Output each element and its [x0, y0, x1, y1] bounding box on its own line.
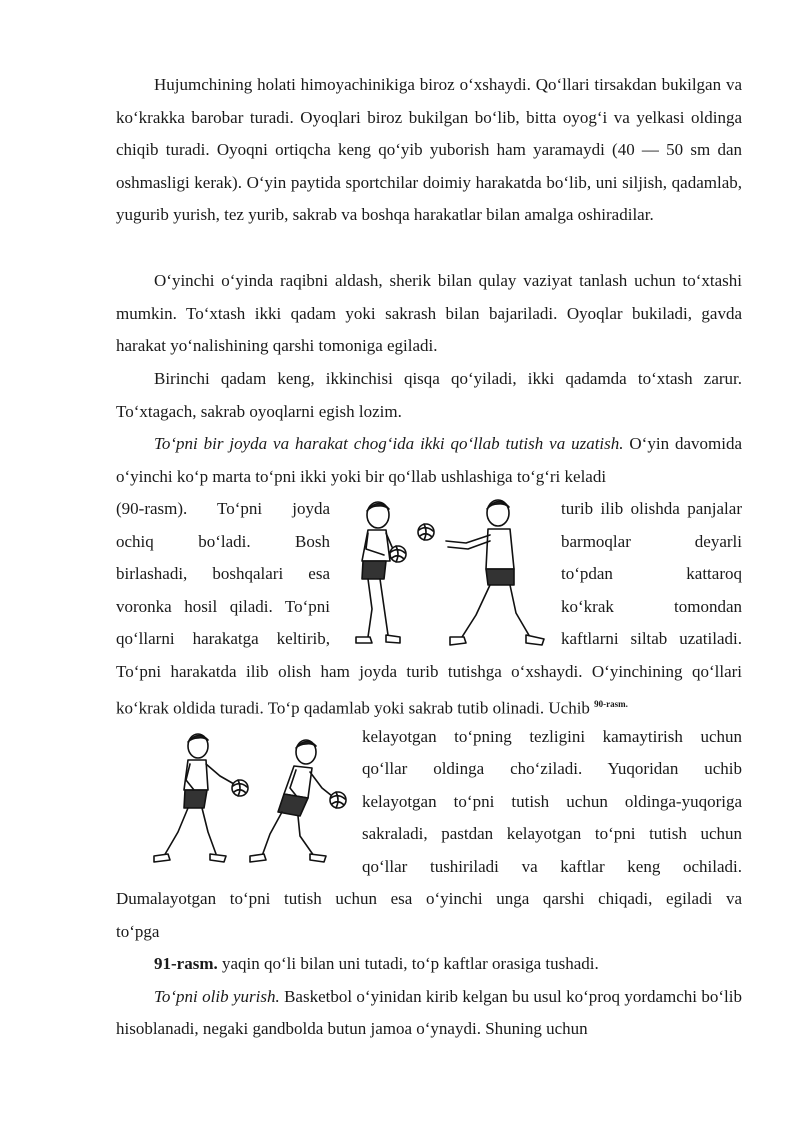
paragraph-4-title: To‘pni bir joyda va harakat chog‘ida ikki qo‘llab tutish va uzatish. [154, 434, 624, 453]
wrap91-right-line-5: qo‘llar tushiriladi va kaftlar keng ochiladi. [362, 856, 742, 876]
wrap90-right-line-2: barmoqlar deyarli [561, 531, 742, 551]
wrap90-right-line-1: turib ilib olishda panjalar [561, 499, 742, 518]
paragraph-2: O‘yinchi o‘yinda raqibni aldash, sherik bilan qulay vaziyat tanlash uchun to‘xtashi mumkin. To‘xtash ikki qadam yoki sakrash bilan bajariladi. Oyoqlar bukiladi, gavda harakat yo‘nalishining qarshi tomoniga egiladi. [116, 271, 742, 355]
wrap90-left-line-1: (90-rasm). To‘pni joyda [116, 499, 330, 518]
wrap90-right-line-4: ko‘krak tomondan [561, 596, 742, 616]
wrap90-left-line-3: birlashadi, boshqalari esa [116, 564, 330, 583]
paragraph-5-title: To‘pni olib yurish. [154, 986, 280, 1006]
wrap90-full-line-2: ko‘krak oldida turadi. To‘p qadamlab yoki sakrab tutib olinadi. Uchib $^{90-rasm.}$ [116, 698, 628, 718]
wrap91-full-line-1: Dumalayotgan to‘pni tutish uchun esa o‘yinchi unga qarshi chiqadi, egiladi va [116, 889, 742, 908]
figure-91 [150, 732, 350, 866]
wrap90-right-line-5: kaftlarni siltab uzatiladi. [561, 629, 742, 648]
paragraph-1: Hujumchining holati himoyachinikiga biroz o‘xshaydi. Qo‘llari tirsakdan bukilgan va ko‘krakka barobar turadi. Oyoqlari biroz bukilgan bo‘lib, bitta oyog‘i va yelkasi oldinga chiqib turadi. Oyoqni ortiqcha keng qo‘yib yuborish ham yaramaydi (40 — 50 sm dan oshmasligi kerak). O‘yin paytida sportchilar doimiy harakatda bo‘lib, uni siljish, qadamlab, yugurib yurish, tez yurib, sakrab va boshqa harakatlar bilan amalga oshiradilar. [116, 75, 742, 224]
wrap91-full-line-2: to‘pga [116, 921, 160, 941]
figure-91-caption-line: 91-rasm. yaqin qo‘li bilan uni tutadi, to‘p kaftlar orasiga tushadi. [154, 954, 599, 973]
wrap91-right-line-3: kelayotgan to‘pni tutish uchun oldinga-yuqoriga [362, 791, 742, 811]
wrap91-right-line-4: sakraladi, pastdan kelayotgan to‘pni tutish uchun [362, 824, 742, 843]
wrap90-left-line-5: qo‘llarni harakatga keltirib, [116, 629, 331, 648]
paragraph-4-text: O‘yin davomida o‘yinchi ko‘p marta to‘pni ikki yoki bir qo‘llab ushlashiga to‘g‘ri keladi [116, 434, 742, 486]
wrap90-left-line-4: voronka hosil qiladi. To‘pni [116, 596, 330, 616]
wrap91-right-line-1: kelayotgan to‘pning tezligini kamaytirish uchun [362, 726, 742, 746]
figure-90 [338, 497, 552, 657]
wrap90-left-line-2: ochiq bo‘ladi. Bosh [116, 531, 330, 551]
paragraph-4 [116, 428, 742, 493]
wrap90-full-line-1: To‘pni harakatda ilib olish ham joyda turib tutishga o‘xshaydi. O‘yinchining qo‘llari [116, 661, 742, 681]
figure-90-caption: 90-rasm. [594, 699, 628, 709]
paragraph-5: To‘pni olib yurish. Basketbol o‘yinidan kirib kelgan bu usul ko‘proq yordamchi bo‘lib hisoblanadi, negaki gandbolda butun jamoa o‘ynaydi. Shuning uchun [116, 986, 742, 1038]
figure-91-caption: 91-rasm. [154, 954, 218, 973]
paragraph-3: Birinchi qadam keng, ikkinchisi qisqa qo‘yiladi, ikki qadamda to‘xtash zarur. To‘xtagach, sakrab oyoqlarni egish lozim. [116, 369, 742, 421]
wrap90-right-line-3: to‘pdan kattaroq [561, 564, 742, 583]
wrap91-right-line-2: qo‘llar oldinga cho‘ziladi. Yuqoridan uchib [362, 759, 742, 778]
